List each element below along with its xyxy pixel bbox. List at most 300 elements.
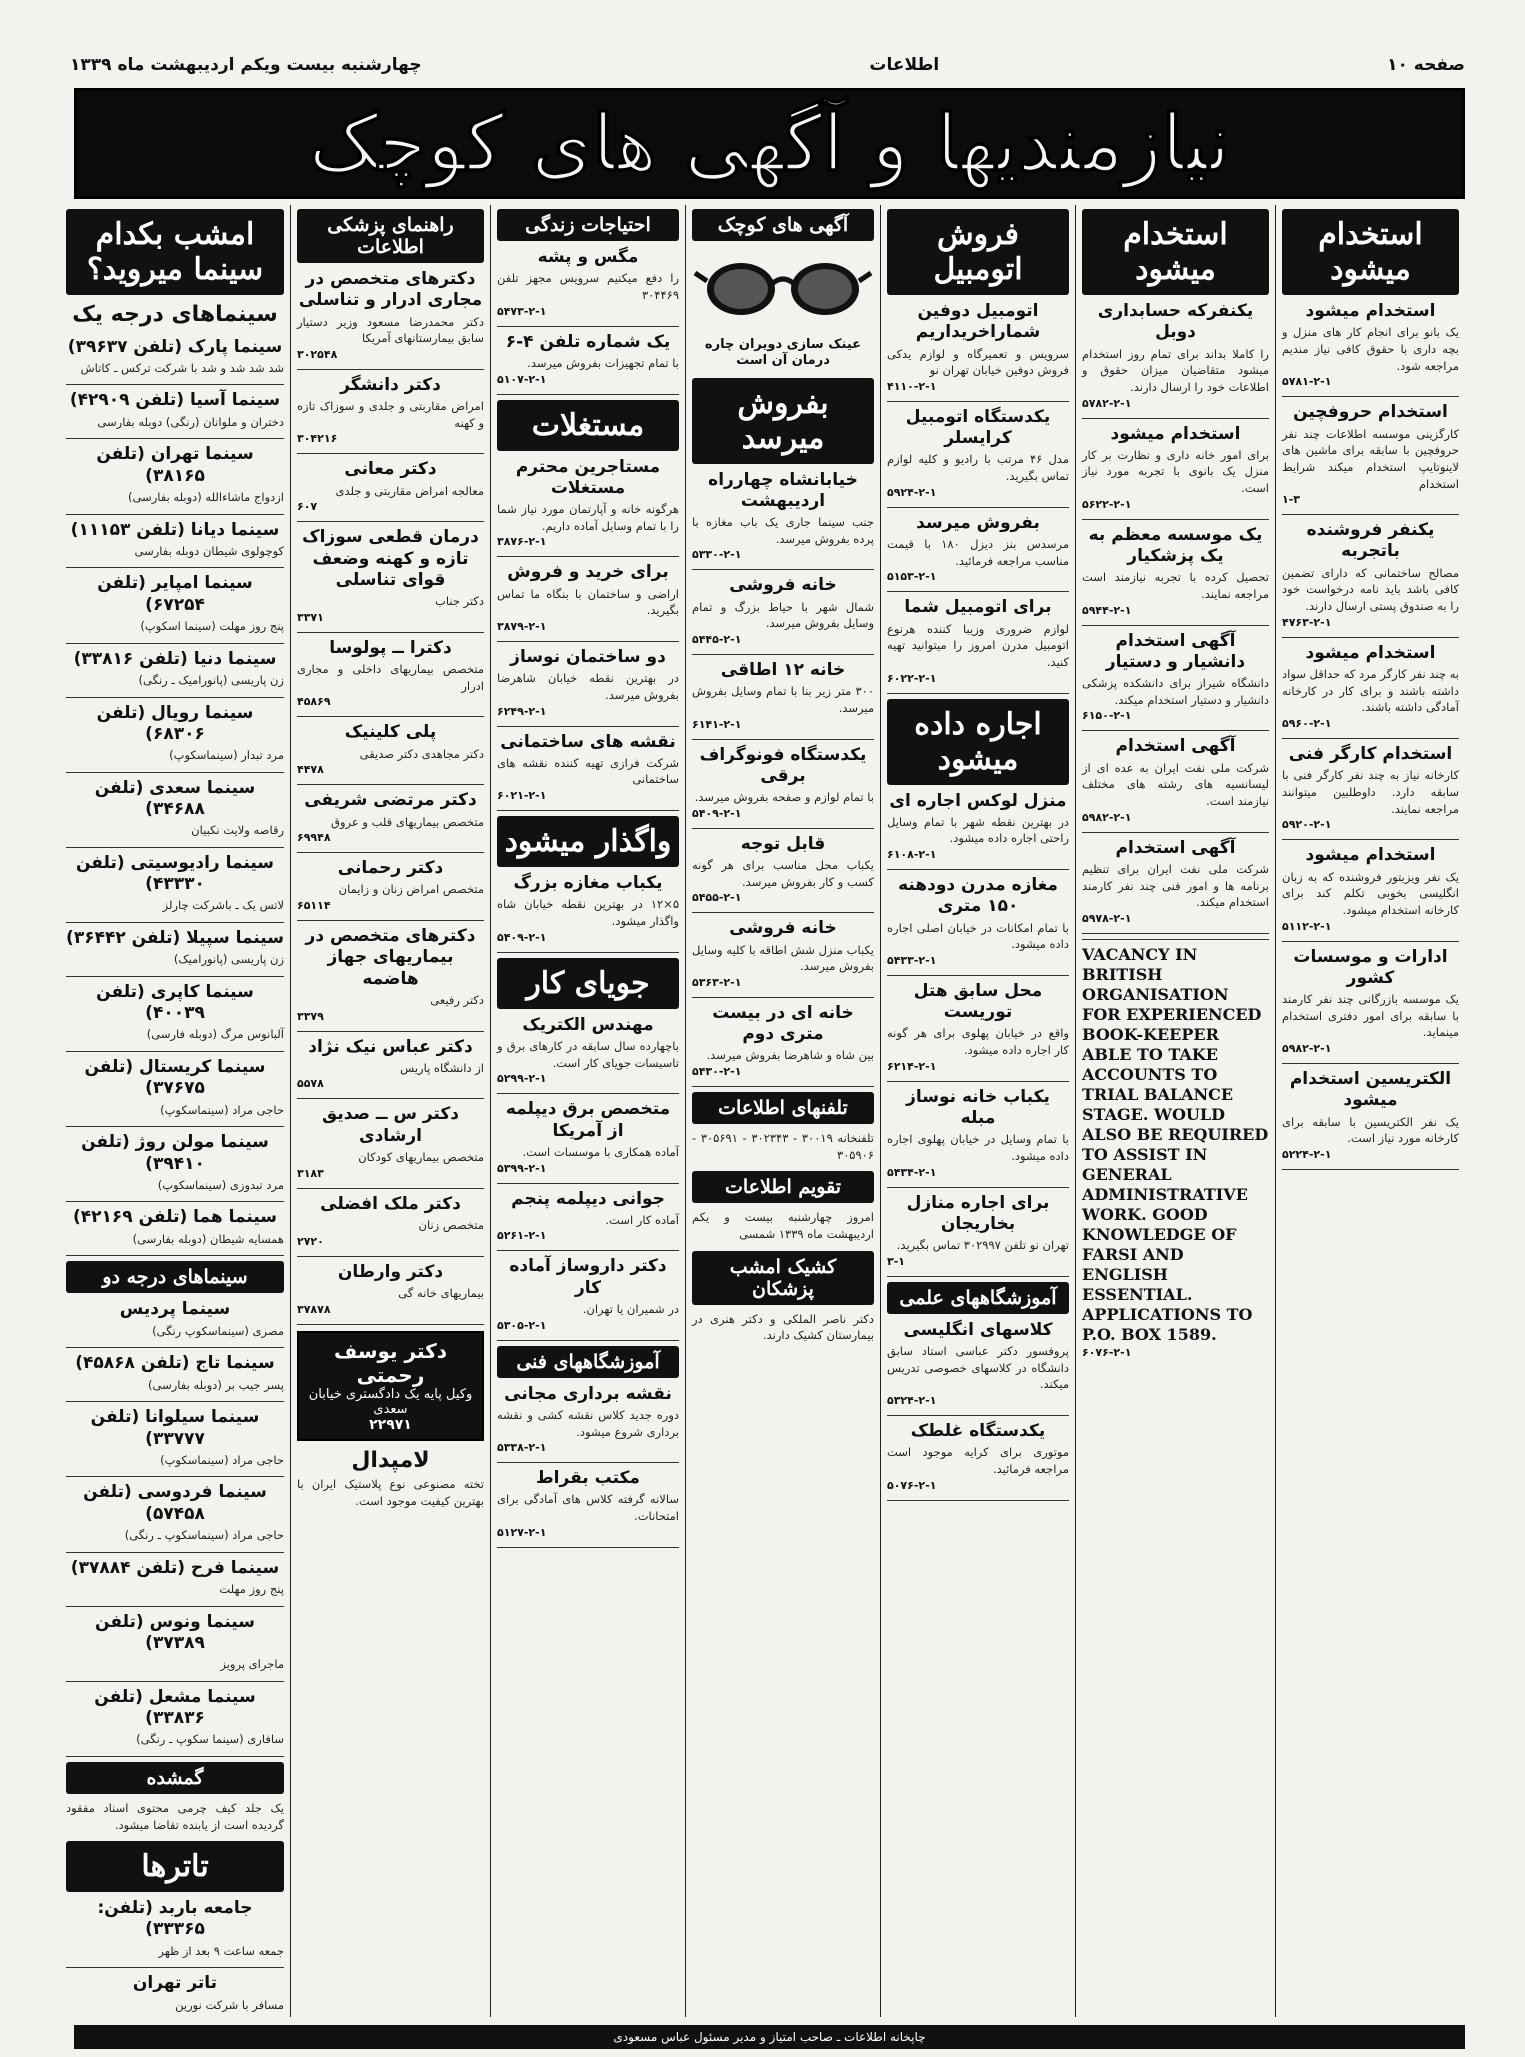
ad-title: دکتر س ــ صدیق ارشادی	[322, 1104, 459, 1146]
ad-body: کارگزینی موسسه اطلاعات چند نفر حروفچین با سابقه برای ماشین های لاینوتایپ استخدام میکند شرایط استخدام	[1282, 426, 1459, 491]
classified-ad	[66, 1132, 284, 1193]
ad-title: مغازه مدرن دودهنه ۱۵۰ متری	[898, 875, 1058, 917]
divider	[887, 1276, 1069, 1277]
ad-body: یک نفر الکتریسین با سابقه برای کارخانه مورد نیاز است.	[1282, 1114, 1459, 1146]
ad-code: ۳۰۴۲۱۶	[297, 432, 338, 446]
classified-ad	[692, 834, 874, 905]
ad-title: یک شماره تلفن ۴-۶	[505, 331, 671, 352]
divider	[66, 643, 284, 644]
classified-ad	[497, 1015, 679, 1086]
ad-title: مهندس الکتریک	[522, 1014, 654, 1035]
ad-body: یک نفر ویزیتور فروشنده که به زبان انگلیسی بخوبی تکلم کند برای کارخانه استخدام میشود.	[1282, 869, 1459, 917]
ad-title: خانه ای در بیست متری دوم	[712, 1002, 854, 1045]
ad-code: ۵۹۸۲-۲-۱	[1082, 810, 1132, 824]
ad-body: دوره جدید کلاس نقشه کشی و نقشه برداری شروع میشود.	[497, 1407, 679, 1439]
ad-body: لاتس یک ـ باشرکت چارلز	[162, 898, 284, 913]
ad-code: ۶۲۴۹-۲-۱	[497, 704, 547, 718]
divider	[297, 1031, 484, 1032]
divider	[297, 453, 484, 454]
ad-body: دانشگاه شیراز برای دانشکده پزشکی دانشیار و دستیار استخدام میکند.	[1082, 676, 1269, 707]
classified-ad	[887, 1421, 1069, 1492]
ad-code: ۵۴۳۳-۲-۱	[887, 953, 937, 967]
ad-code: ۳۱۸۳	[297, 1166, 324, 1180]
divider	[1282, 1169, 1459, 1170]
classified-ad	[1082, 736, 1269, 823]
divider	[66, 1756, 284, 1757]
ad-title: متخصص برق دیپلمه از آمریکا	[505, 1099, 671, 1141]
classified-ad	[887, 981, 1069, 1073]
ad-code: ۵۲۶۱-۲-۱	[497, 1229, 547, 1243]
classified-ad	[887, 1087, 1069, 1179]
classified-ad	[297, 1037, 484, 1091]
divider	[497, 810, 679, 811]
ad-code: ۵۳۲۴-۲-۱	[887, 1394, 937, 1408]
ad-code: ۶۰۷	[297, 500, 318, 514]
ad-body: کارخانه نیاز به چند نفر کارگر فنی با سابقه دارد. داوطلبین میتوانند مراجعه نمایند.	[1282, 768, 1459, 816]
divider	[497, 556, 679, 557]
divider	[692, 912, 874, 913]
ad-body: حاجی مراد (سینماسکوپ)	[160, 1102, 284, 1117]
lampdal-text: تخته مصنوعی نوع پلاستیک ایران با بهترین کیفیت موجود است.	[297, 1477, 484, 1508]
classified-ad	[297, 1194, 484, 1248]
phones-text: تلفنخانه ۳۰۰۱۹ - ۳۰۲۳۴۳ - ۳۰۵۶۹۱ - ۳۰۵۹۰۶	[692, 1131, 875, 1162]
ad-body: موتوری برای کرایه موجود است مراجعه فرمائید.	[887, 1445, 1069, 1477]
classified-ad	[66, 1353, 284, 1393]
ad-title: مگس و پشه	[537, 247, 639, 267]
issue-date: چهارشنبه بیست ویکم اردیبهشت ماه ۱۳۳۹	[70, 55, 422, 75]
ad-title: استخدام میشود	[1305, 642, 1436, 663]
ad-body: یک موسسه بازرگانی چند نفر کارمند با سابقه برای امور دفتری استخدام مینماید.	[1282, 992, 1459, 1040]
ad-body: آماده همکاری با موسسات است.	[522, 1144, 679, 1159]
classified-ad	[1282, 1069, 1459, 1161]
divider	[1282, 839, 1459, 840]
classified-ad	[66, 1299, 284, 1339]
column-header: فروش اتومبیل	[887, 209, 1069, 295]
divider	[297, 920, 484, 921]
classified-ad	[297, 790, 484, 844]
classified-ad	[1082, 631, 1269, 723]
divider	[66, 514, 284, 515]
column-2	[1075, 205, 1275, 2017]
ad-body: یک بانو برای انجام کار های منزل و بچه داری با حقوق کافی نیاز مندیم مراجعه شود.	[1282, 325, 1459, 373]
ad-body: معالجه امراض مقاربتی و جلدی	[335, 483, 484, 498]
divider	[66, 1967, 284, 1968]
ad-title: سینما آسیا (تلفن ۴۲۹۰۹)	[69, 390, 281, 411]
ad-code: ۵۱۵۳-۲-۱	[887, 570, 937, 584]
column-4	[685, 205, 880, 2017]
column-header: استخدام میشود	[1282, 209, 1459, 295]
ad-body: آماده کار است.	[605, 1212, 679, 1227]
ad-body: پنج روز مهلت	[219, 1581, 284, 1596]
ad-body: به چند نفر کارگر مرد که حداقل سواد داشته باشند و برای کار در کارخانه آمادگی داشته باشند.	[1282, 666, 1459, 715]
ad-code: ۳۸۷۶-۲-۱	[497, 535, 547, 549]
column-header: اجاره داده میشود	[887, 699, 1069, 785]
column-header: استخدام میشود	[1082, 209, 1269, 295]
ad-body: اراضی و ساختمان با بنگاه ما تماس بگیرید.	[497, 586, 679, 618]
classified-ad	[66, 1687, 284, 1748]
ad-body: سالانه گرفته کلاس های آمادگی برای امتحانات.	[497, 1492, 679, 1524]
ad-title: یکباب خانه نوساز مبله	[906, 1086, 1050, 1129]
ad-code: ۴۱۱۰-۲-۱	[887, 379, 937, 393]
ad-title: سینما فرح (تلفن ۳۷۸۸۴)	[70, 1557, 280, 1578]
ad-title: استخدام میشود	[1110, 423, 1241, 444]
divider	[66, 1201, 284, 1202]
divider	[66, 1606, 284, 1607]
classified-ad	[497, 1468, 679, 1539]
classified-ad	[297, 375, 484, 446]
classified-ad	[1282, 643, 1459, 730]
ad-body: از دانشگاه پاریس	[400, 1060, 484, 1075]
ad-title: بفروش میرسد	[916, 512, 1040, 533]
ad-code: ۵۰۷۶-۲-۱	[887, 1478, 937, 1492]
divider	[66, 976, 284, 977]
ad-code: ۳-۱	[887, 1254, 905, 1268]
ad-body: هرگونه خانه و آپارتمان مورد نیاز شما را با تمام وسایل آماده داریم.	[497, 502, 679, 533]
ad-body: امراض مقاربتی و جلدی و سوزاک تازه و کهنه	[297, 399, 484, 430]
column-5	[490, 205, 685, 2017]
ad-code: ۵۶۲۲-۲-۱	[1082, 497, 1132, 511]
divider	[297, 852, 484, 853]
ad-body: حاجی مراد (سینماسکوپ ـ رنگی)	[124, 1527, 284, 1542]
page-number: صفحه ۱۰	[1387, 55, 1465, 75]
ad-body: ۵×۱۲ در بهترین نقطه خیابان شاه واگذار میشود.	[497, 897, 679, 929]
ad-title: سینما دنیا (تلفن ۳۳۸۱۶)	[73, 648, 277, 669]
ad-body: بین شاه و شاهرضا بفروش میرسد.	[706, 1048, 874, 1063]
divider	[497, 641, 679, 642]
divider	[692, 1086, 874, 1087]
column-header: راهنمای پزشکی اطلاعات	[297, 209, 484, 263]
classified-ad	[887, 407, 1069, 499]
ad-title: سینما سپیلا (تلفن ۳۶۴۴۲)	[66, 928, 284, 949]
ad-title: جوانی دیپلمه پنجم	[511, 1188, 665, 1209]
ad-body: با تمام امکانات در خیابان اصلی اجاره داده میشود.	[887, 920, 1069, 952]
ad-body: در بهترین نقطه شهر با تمام وسایل راحتی اجاره داده میشود.	[887, 814, 1069, 846]
ad-body: دکتر رفیعی	[430, 992, 484, 1007]
divider	[297, 784, 484, 785]
ad-body: بیماریهای خانه گی	[398, 1285, 484, 1300]
classified-ad	[1282, 845, 1459, 932]
ad-body: ازدواج ماشاءالله (دوبله بفارسی)	[127, 489, 284, 504]
divider	[1282, 637, 1459, 638]
ad-code: ۶۱۴۱-۲-۱	[692, 717, 742, 731]
ad-title: استخدام حروفچین	[1293, 402, 1448, 423]
ad-code: ۵۲۹۹-۲-۱	[497, 1072, 547, 1086]
ad-code: ۵۹۷۸-۲-۱	[1082, 912, 1132, 925]
classified-ad	[497, 647, 679, 718]
ad-title: تاتر تهران	[132, 1973, 218, 1994]
classified-ad	[1282, 301, 1459, 388]
ad-title: یکنفر فروشنده باتجربه	[1306, 520, 1435, 562]
ad-title: استخدام میشود	[1305, 301, 1436, 321]
divider	[692, 654, 874, 655]
ad-body: دکتر محمدرضا مسعود وزیر دستیار سابق بیمارستانهای آمریکا	[297, 314, 484, 346]
ad-body: در بهترین نقطه خیابان شاهرضا بفروش میرسد.	[497, 671, 679, 702]
cinema-header: امشب بکدام سینما میروید؟	[66, 209, 284, 295]
ad-title: برای اتومبیل شما	[904, 597, 1052, 618]
column-3	[880, 205, 1075, 2017]
divider	[887, 1415, 1069, 1416]
divider	[497, 726, 679, 727]
ad-title: برای اجاره منازل بخاریجان	[906, 1192, 1050, 1234]
box-ad-body: وکیل پایه یک دادگستری خیابان سعدی	[308, 1386, 473, 1417]
ad-title: سینما فردوسی (تلفن ۵۷۴۵۸)	[83, 1482, 267, 1524]
ad-code: ۵۷۸۲-۲-۱	[1082, 396, 1132, 410]
columns	[48, 205, 1465, 2017]
ad-body: تحصیل کرده با تجربه نیازمند است مراجعه نمایند.	[1082, 570, 1269, 601]
ad-code: ۵۳۶۳-۲-۱	[692, 975, 742, 989]
ad-code: ۶۵۱۱۴	[297, 899, 331, 913]
divider	[1282, 941, 1459, 942]
classified-ad	[66, 1973, 284, 2013]
classified-ad	[497, 1384, 679, 1455]
divider	[66, 847, 284, 848]
ad-code: ۱-۳	[1282, 493, 1300, 507]
classified-ad	[66, 390, 284, 430]
ad-code: ۶۰۲۲-۲-۱	[887, 671, 937, 685]
ad-code: ۶۹۹۴۸	[297, 831, 331, 845]
ad-code: ۶۱۵۰-۲-۱	[1082, 709, 1132, 723]
ad-body: سافاری (سینما سکوپ ـ رنگی)	[136, 1732, 284, 1747]
divider	[887, 869, 1069, 870]
divider	[297, 1098, 484, 1099]
ad-title: خانه فروشی	[729, 575, 837, 596]
classified-ad	[692, 575, 874, 646]
ad-list	[887, 791, 1069, 1277]
ad-title: یک موسسه معظم به یک پزشکیار	[1088, 524, 1263, 567]
ad-body: پنج روز مهلت (سینما اسکوپ)	[140, 618, 284, 633]
ad-code: ۶۲۱۴-۲-۱	[887, 1059, 937, 1073]
column-header: تلفنهای اطلاعات	[692, 1092, 874, 1124]
divider	[887, 693, 1069, 694]
ad-body: تهران نو تلفن ۳۰۲۹۹۷ تماس بگیرید.	[896, 1238, 1069, 1253]
ad-title: سینما پارک (تلفن ۳۹۶۳۷)	[67, 336, 283, 357]
ad-title: سینما سیلوانا (تلفن ۳۳۷۷۷)	[90, 1407, 260, 1449]
ad-title: آگهی استخدام	[1115, 736, 1236, 757]
ad-code: ۵۷۸۱-۲-۱	[1282, 375, 1332, 389]
classified-ad	[1082, 424, 1269, 511]
ad-title: درمان قطعی سوزاک تازه و کهنه وضعف قوای تناسلی	[302, 527, 479, 590]
ad-body: واقع در خیابان پهلوی برای هر گونه کار اجاره داده میشود.	[887, 1026, 1069, 1058]
ad-body: دکتر مجاهدی دکتر صدیقی	[359, 746, 484, 761]
ad-title: دو ساختمان نوساز	[510, 646, 666, 667]
divider	[1282, 1063, 1459, 1064]
optician-caption: عینک سازی دویران چاره درمان آن است	[704, 337, 862, 369]
divider	[1282, 396, 1459, 397]
classified-ad	[497, 1189, 679, 1243]
ad-list	[887, 1320, 1069, 1501]
divider	[1082, 939, 1269, 940]
ad-list	[297, 269, 484, 1325]
ad-code: ۵۴۰۹-۲-۱	[497, 930, 547, 944]
ad-title: الکتریسین استخدام میشود	[1289, 1069, 1452, 1111]
classified-ad	[66, 1057, 284, 1118]
ad-title: خیابانشاه چهارراه اردیبهشت	[708, 469, 858, 511]
ad-title: دکتر عباس نیک نژاد	[308, 1036, 473, 1057]
column-header: آگهی های کوچک	[692, 209, 874, 241]
classified-ad	[497, 457, 679, 549]
divider	[1082, 418, 1269, 419]
divider	[887, 401, 1069, 402]
column-header: کشیک امشب پزشکان	[692, 1251, 874, 1305]
ad-title: سینما رادیوسیتی (تلفن ۴۳۳۳۰)	[75, 852, 274, 895]
classified-ad	[497, 1256, 679, 1331]
ad-title: ادارات و موسسات کشور	[1293, 946, 1448, 988]
ad-code: ۴۵۸۶۹	[297, 695, 331, 709]
ad-body: لوازم ضروری وزیبا کننده هرنوع اتومبیل مدرن امروز را میتوانید تهیه کنید.	[887, 621, 1069, 669]
theatres-header: تاترها	[66, 1841, 284, 1892]
page-topbar	[70, 52, 1465, 78]
ad-code: ۵۱۲۷-۲-۱	[497, 1525, 547, 1539]
divider	[887, 975, 1069, 976]
ad-code: ۵۳۳۸-۲-۱	[497, 1441, 547, 1455]
divider	[66, 772, 284, 773]
divider	[1082, 933, 1269, 934]
box-ad-title: دکتر یوسف رحمتی	[334, 1338, 447, 1387]
classified-ad	[66, 573, 284, 634]
ad-title: مکتب بقراط	[536, 1468, 640, 1489]
divider	[297, 521, 484, 522]
ad-body: مسافر با شرکت نورین	[175, 1997, 284, 2012]
classified-ad	[497, 732, 679, 803]
classified-ad	[1282, 947, 1459, 1056]
ad-title: یکدستگاه اتومبیل کرایسلر	[905, 406, 1051, 449]
classified-ad	[887, 597, 1069, 684]
classified-ad	[66, 703, 284, 764]
divider	[66, 567, 284, 568]
classified-ad	[887, 791, 1069, 862]
divider	[692, 569, 874, 570]
ad-body: مصالح ساختمانی که دارای تضمین کافی باشد باید نامه درخواست خود را به صندوق پستی ارسال دارند.	[1282, 565, 1459, 614]
ad-body: سرویس و تعمیرگاه و لوازم یدکی فروش دوفین خیابان تهران نو	[887, 346, 1069, 378]
classified-ad	[887, 1320, 1069, 1407]
classified-ad	[66, 1207, 284, 1247]
theatre-list	[66, 1898, 284, 2017]
divider	[497, 1462, 679, 1463]
ad-body: پسر جیب بر (دوبله بفارسی)	[148, 1377, 284, 1392]
ad-code: ۵۵۷۸	[297, 1077, 324, 1091]
divider	[66, 384, 284, 385]
divider	[497, 394, 679, 395]
ad-title: سینما کریستال (تلفن ۳۷۶۷۵)	[84, 1057, 266, 1099]
ad-body: متخصص زنان	[418, 1217, 484, 1232]
english-vacancy-ad: VACANCY IN BRITISH ORGANISATION FOR EXPERIENCED BOOK-KEEPER ABLE TO TAKE ACCOUNTS TO TRIAL BALANCE STAGE. WOULD ALSO BE REQUIRED TO ASSIST IN GENERAL ADMINISTRATIVE WORK. GOOD KNOWLEDGE OF FARSI AND ENGLISH ESSENTIAL. APPLICATIONS TO P.O. BOX 1589.	[1082, 945, 1269, 1344]
masthead-title: نیازمندیها و آگهی های کوچک	[308, 98, 1231, 189]
classified-ad	[66, 928, 284, 968]
ad-title: سینما کاپری (تلفن ۴۰۰۳۹)	[96, 981, 254, 1024]
classified-ad	[692, 1003, 874, 1078]
ad-body: همسایه شیطان (دوبله بفارسی)	[132, 1231, 284, 1246]
ad-title: دکتر ملک افضلی	[320, 1193, 461, 1214]
ad-title: آگهی استخدام	[1115, 837, 1236, 858]
second-class-cinemas-header: سینماهای درجه دو	[66, 1261, 284, 1293]
ad-list	[1082, 301, 1269, 934]
calendar-text: امروز چهارشنبه بیست و یکم اردیبهشت ماه ۱۳۳۹ شمسی	[692, 1210, 874, 1242]
divider	[692, 997, 874, 998]
doctors-on-duty-text: دکتر ناصر الملکی و دکتر هنری در بیمارستان کشیک دارند.	[692, 1311, 874, 1343]
cinema-list	[66, 1299, 284, 1756]
ad-body: ماجرای پرویز	[220, 1657, 284, 1672]
lawyer-box-ad	[297, 1331, 484, 1441]
divider	[297, 369, 484, 370]
ad-title: خانه فروشی	[729, 918, 837, 939]
ad-code: ۵۲۲۴-۲-۱	[1282, 1147, 1332, 1161]
divider	[887, 1500, 1069, 1501]
classified-ad	[66, 982, 284, 1043]
ad-list	[497, 1015, 679, 1341]
ad-body: با تمام تجهیزات بفروش میرسد.	[527, 355, 679, 370]
column-1	[1275, 205, 1465, 2017]
classified-ad	[1282, 402, 1459, 506]
classified-ad	[297, 527, 484, 623]
divider	[497, 1547, 679, 1548]
classified-ad	[297, 722, 484, 776]
ad-body: شرکت ملی نفت ایران برای تنظیم برنامه ها و امور فنی چند نفر کارمند استخدام میکند.	[1082, 861, 1269, 910]
divider	[497, 952, 679, 953]
ad-body: را دفع میکنیم سرویس مجهز تلفن ۳۰۴۴۶۹	[497, 271, 679, 302]
ad-code: ۵۳۰۵-۲-۱	[497, 1318, 547, 1332]
classified-ad	[66, 444, 284, 505]
ad-title: دکترهای متخصص در بیماریهای جهاز هاضمه	[305, 926, 476, 989]
ad-body: جمعه ساعت ۹ بعد از ظهر	[158, 1943, 284, 1958]
classified-ad	[66, 337, 284, 377]
ad-body: با تمام وسایل در خیابان پهلوی اجاره داده میشود.	[887, 1132, 1069, 1163]
classified-ad	[887, 301, 1069, 393]
ad-title: سینما سعدی (تلفن ۳۴۶۸۸)	[94, 777, 256, 819]
classified-ad	[297, 858, 484, 912]
ad-body: مصری (سینماسکوپ رنگی)	[152, 1323, 284, 1338]
ad-body: جنب سینما جاری یک باب مغازه با پرده بفروش میرسد.	[692, 515, 874, 546]
column-header: تقویم اطلاعات	[692, 1171, 874, 1203]
column-header: واگذار میشود	[497, 816, 679, 867]
classified-ad	[497, 873, 679, 944]
ad-body: برای امور خانه داری و نظارت بر کار منزل یک بانوی با تجربه مورد نیاز است.	[1082, 447, 1269, 496]
box-ad-phone: ۲۲۹۷۱	[369, 1416, 412, 1433]
ad-title: سینما امپایر (تلفن ۶۷۲۵۴)	[97, 573, 253, 615]
column-header: آموزشگاههای فنی	[497, 1346, 679, 1378]
ad-body: متخصص بیماریهای کودکان	[358, 1149, 484, 1164]
lost-text: یک جلد کیف چرمی محتوی اسناد مفقود گردیده است از یابنده تقاضا میشود.	[66, 1800, 284, 1832]
classified-ad	[66, 1482, 284, 1543]
ad-list	[497, 247, 679, 395]
ad-body: دکتر جناب	[435, 594, 484, 609]
classified-ad	[1282, 744, 1459, 831]
classified-ad	[66, 778, 284, 839]
ad-list	[887, 301, 1069, 694]
ad-body: حاجی مراد (سینماسکوپ)	[160, 1452, 284, 1467]
ad-title: دکتر وارطان	[337, 1261, 444, 1282]
classified-ad	[66, 649, 284, 689]
column-header: بفروش میرسد	[692, 378, 874, 464]
divider	[297, 716, 484, 717]
divider	[497, 326, 679, 327]
classified-ad	[887, 1193, 1069, 1268]
column-header: احتیاجات زندگی	[497, 209, 679, 241]
classified-ad	[692, 745, 874, 820]
eyeglasses-icon	[692, 247, 874, 337]
ad-list	[1282, 301, 1459, 1170]
classified-ad	[692, 918, 874, 989]
ad-title: سینما تاج (تلفن ۴۵۸۶۸)	[75, 1353, 275, 1374]
divider	[66, 922, 284, 923]
divider	[497, 1250, 679, 1251]
classified-ad	[692, 470, 874, 562]
ad-title: سینما مشعل (تلفن ۳۳۸۳۶)	[94, 1686, 256, 1728]
ad-title: پلی کلینیک	[344, 722, 437, 743]
ad-title: دکتر معانی	[344, 459, 437, 480]
ad-code: ۴۴۷۸	[297, 763, 324, 777]
ad-code: ۵۳۳۰-۲-۱	[692, 548, 742, 562]
ad-title: سینما رویال (تلفن ۶۸۳۰۶)	[96, 702, 254, 744]
